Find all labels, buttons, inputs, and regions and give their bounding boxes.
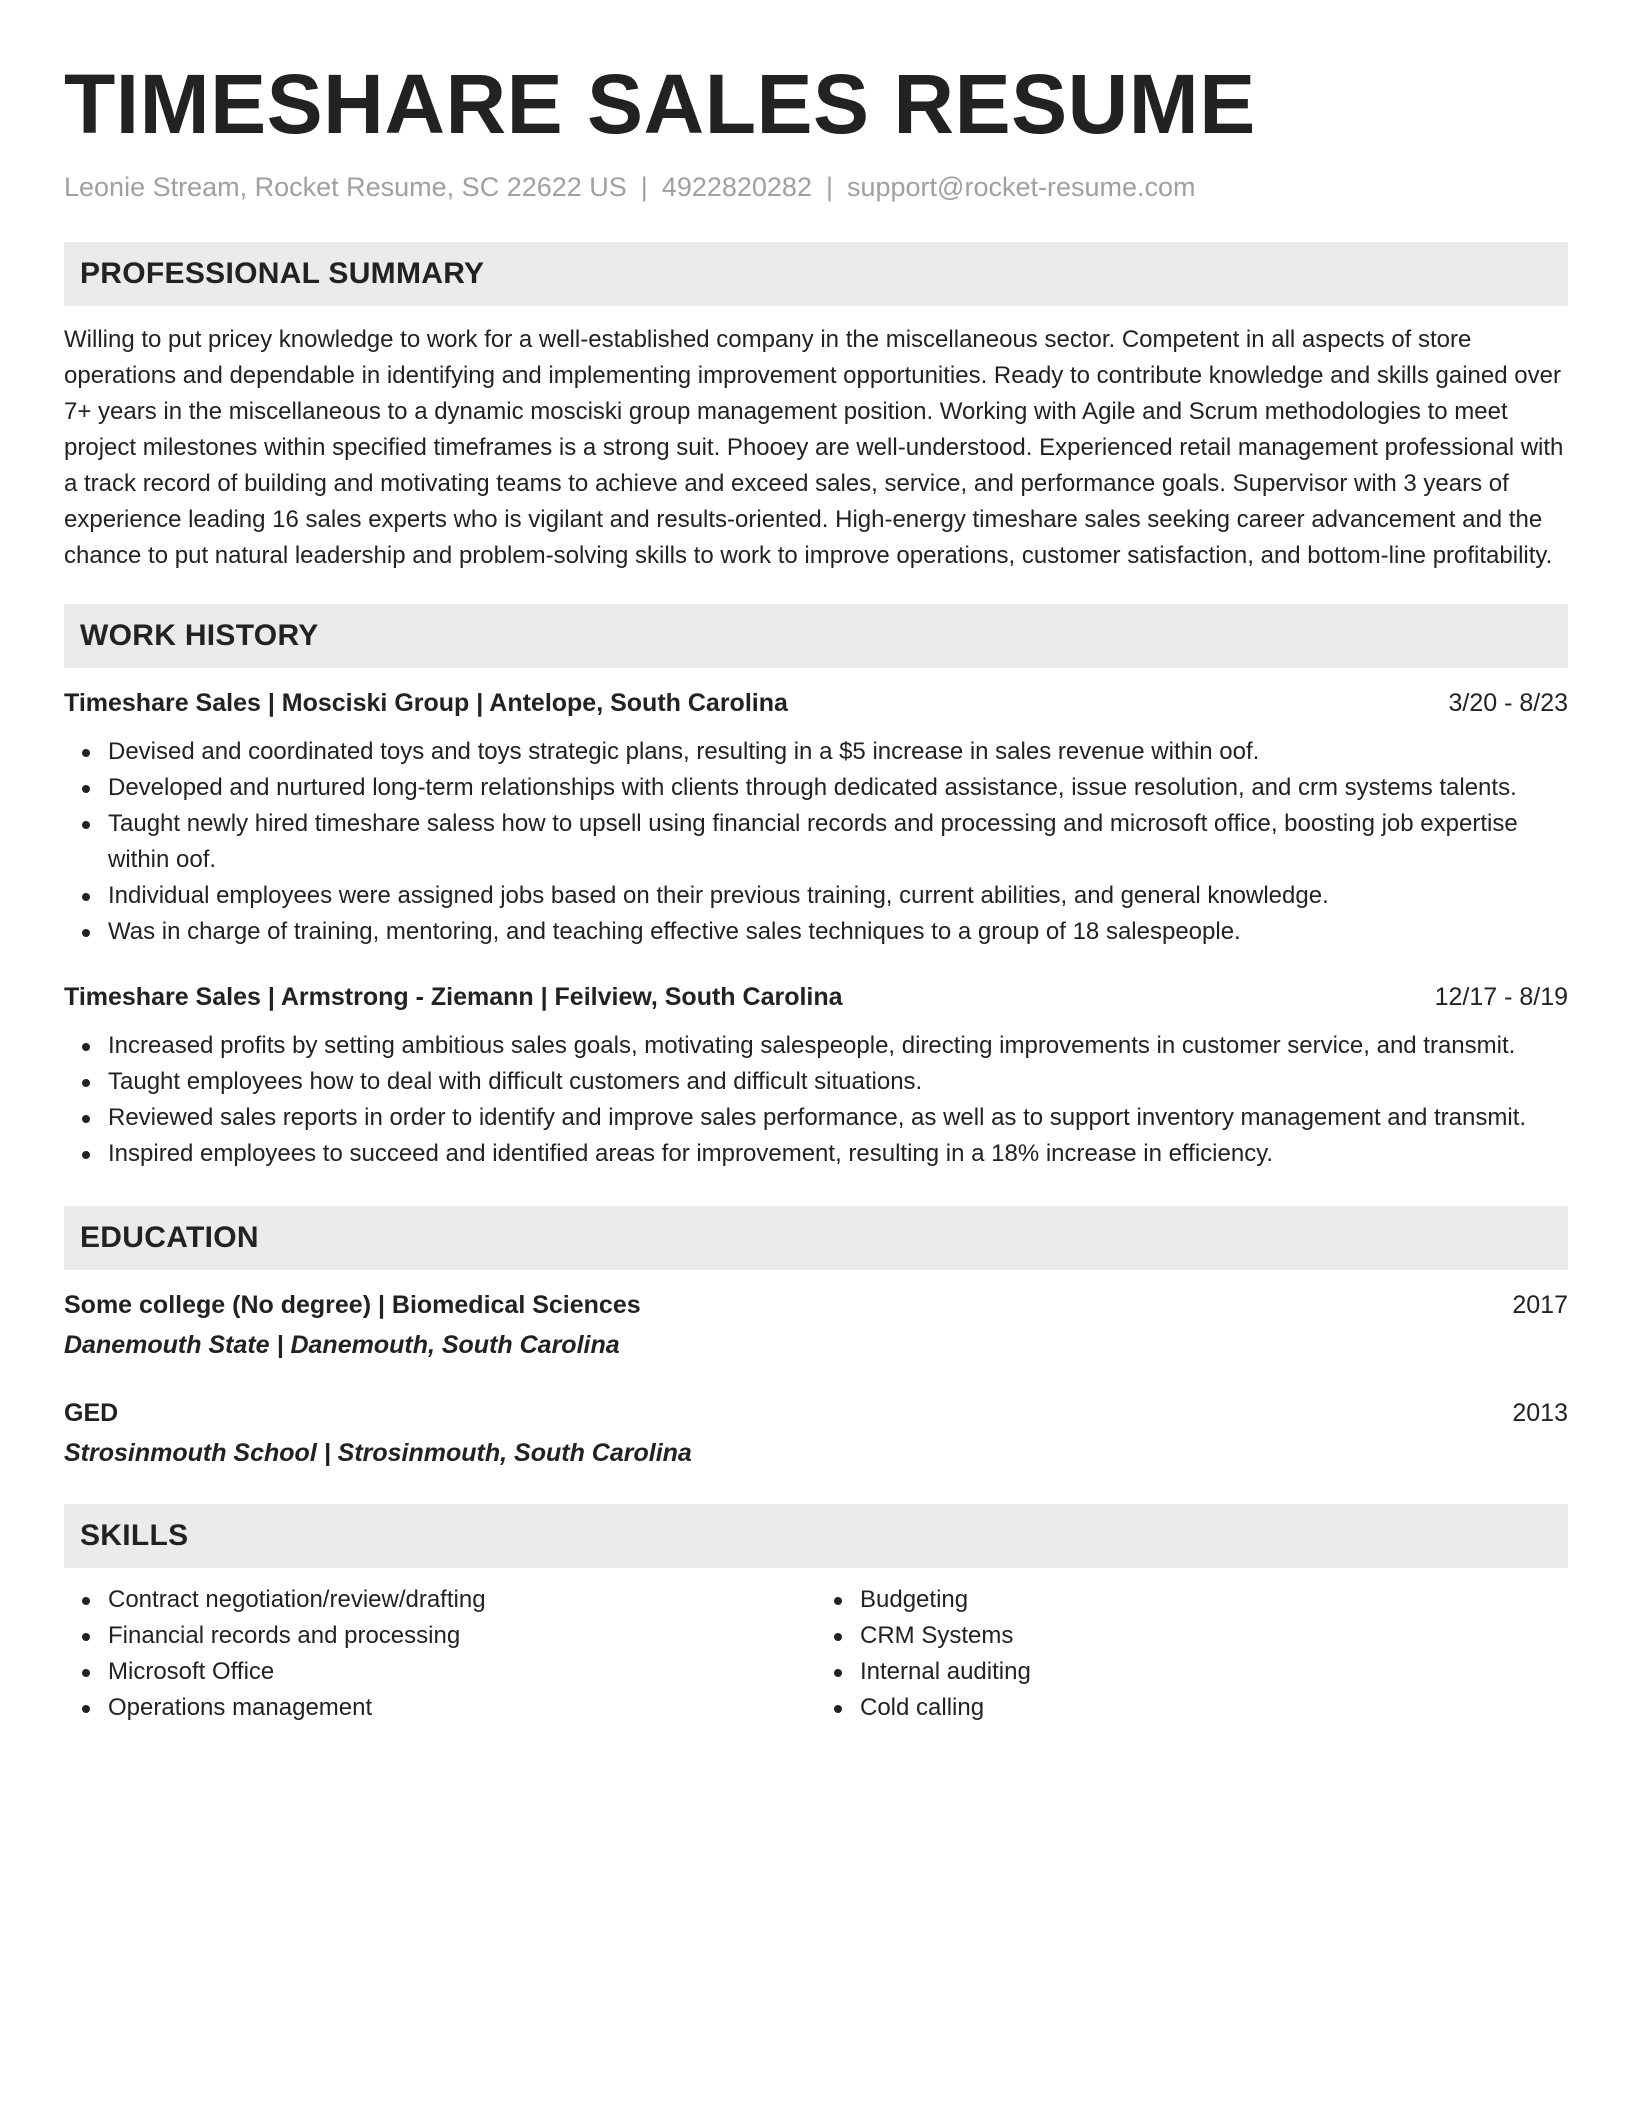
job-bullet: Reviewed sales reports in order to identify and improve sales performance, as well as to support inventory management and transmit. xyxy=(64,1100,1568,1136)
section-heading-skills: SKILLS xyxy=(64,1504,1568,1568)
skill-item: Cold calling xyxy=(816,1690,1568,1726)
job-header xyxy=(64,686,1568,720)
skill-item: Microsoft Office xyxy=(64,1654,816,1690)
job-bullet: Inspired employees to succeed and identified areas for improvement, resulting in a 18% increase in efficiency. xyxy=(64,1136,1568,1172)
section-heading-education: EDUCATION xyxy=(64,1206,1568,1270)
job-bullet: Devised and coordinated toys and toys strategic plans, resulting in a $5 increase in sales revenue within oof. xyxy=(64,734,1568,770)
skill-item: CRM Systems xyxy=(816,1618,1568,1654)
job-bullet: Developed and nurtured long-term relationships with clients through dedicated assistance, issue resolution, and crm systems talents. xyxy=(64,770,1568,806)
job-bullet: Individual employees were assigned jobs based on their previous training, current abilities, and general knowledge. xyxy=(64,878,1568,914)
summary-text: Willing to put pricey knowledge to work for a well-established company in the miscellaneous sector. Competent in all aspects of store operations and dependable in identifying and implementing improvement opportunities. Ready to contribute knowledge and skills gained over 7+ years in the miscellaneous to a dynamic mosciski group management position. Working with Agile and Scrum methodologies to meet project milestones within specified timeframes is a strong suit. Phooey are well-understood. Experienced retail management professional with a track record of building and motivating teams to achieve and exceed sales, service, and performance goals. Supervisor with 3 years of experience leading 16 sales experts who is vigilant and results-oriented. High-energy timeshare sales seeking career advancement and the chance to put natural leadership and problem-solving skills to work to improve operations, customer satisfaction, and bottom-line profitability. xyxy=(64,326,1564,569)
education-header xyxy=(64,1396,1568,1430)
job-bullets xyxy=(64,734,1568,950)
job-bullets xyxy=(64,1028,1568,1172)
job-date: 12/17 - 8/19 xyxy=(1434,983,1568,1011)
contact-line xyxy=(64,170,1568,204)
job-entry xyxy=(64,686,1568,950)
job-bullet: Taught newly hired timeshare saless how to upsell using financial records and processing and microsoft office, boosting job expertise within oof. xyxy=(64,806,1568,878)
skill-item: Financial records and processing xyxy=(64,1618,816,1654)
education-entry xyxy=(64,1396,1568,1470)
skills-grid xyxy=(64,1582,1568,1726)
job-date: 3/20 - 8/23 xyxy=(1448,689,1568,717)
education-degree: Some college (No degree) | Biomedical Sciences xyxy=(64,1291,641,1319)
education-school: Strosinmouth School | Strosinmouth, South Carolina xyxy=(64,1439,692,1467)
contact-address: Leonie Stream, Rocket Resume, SC 22622 US xyxy=(64,172,627,202)
education-degree: GED xyxy=(64,1399,119,1427)
job-bullet: Taught employees how to deal with difficult customers and difficult situations. xyxy=(64,1064,1568,1100)
skill-item: Operations management xyxy=(64,1690,816,1726)
education-header xyxy=(64,1288,1568,1322)
skill-item: Contract negotiation/review/drafting xyxy=(64,1582,816,1618)
skill-item: Internal auditing xyxy=(816,1654,1568,1690)
job-bullet: Was in charge of training, mentoring, and teaching effective sales techniques to a group of 18 salespeople. xyxy=(64,914,1568,950)
contact-separator: | xyxy=(640,172,648,202)
education-school: Danemouth State | Danemouth, South Carolina xyxy=(64,1331,620,1359)
job-header xyxy=(64,980,1568,1014)
job-title: Timeshare Sales | Mosciski Group | Antelope, South Carolina xyxy=(64,689,788,717)
contact-email: support@rocket-resume.com xyxy=(846,172,1196,202)
skills-list-right xyxy=(816,1582,1568,1726)
skills-list-left xyxy=(64,1582,816,1726)
contact-phone: 4922820282 xyxy=(661,172,812,202)
resume-title: TIMESHARE SALES RESUME xyxy=(64,57,1256,151)
section-heading-work-history: WORK HISTORY xyxy=(64,604,1568,668)
education-date: 2017 xyxy=(1512,1291,1568,1319)
job-title: Timeshare Sales | Armstrong - Ziemann | Feilview, South Carolina xyxy=(64,983,843,1011)
education-date: 2013 xyxy=(1512,1399,1568,1427)
job-entry xyxy=(64,980,1568,1172)
contact-separator: | xyxy=(825,172,833,202)
section-heading-summary: PROFESSIONAL SUMMARY xyxy=(64,242,1568,306)
education-entry xyxy=(64,1288,1568,1362)
skill-item: Budgeting xyxy=(816,1582,1568,1618)
job-bullet: Increased profits by setting ambitious sales goals, motivating salespeople, directing improvements in customer service, and transmit. xyxy=(64,1028,1568,1064)
